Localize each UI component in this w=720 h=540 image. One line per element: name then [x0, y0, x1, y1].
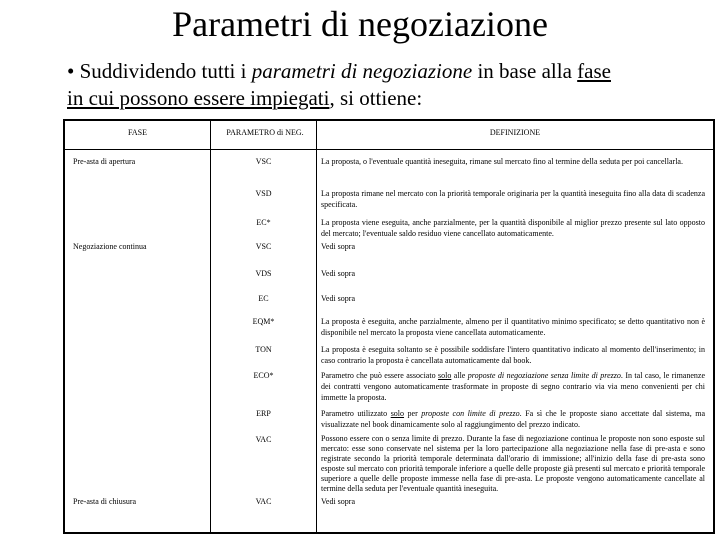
- table-row-definition: Possono essere con o senza limite di prezzo. Durante la fase di negoziazione continua le proposte non sono esposte sul mercato: esse sono conservate nel sistema per la loro partecipazione alla negoziazione nella fase di pre-asta e sono registrate secondo la priorità temporale determinata dall'orario di immissione; all'inizio della fase di pre-asta sono esposte sul mercato con priorità temporale inferiore a quelle delle proposte già presenti sul mercato e priorità temporale superiore a quelle delle proposte immesse nella fase di pre-asta. Le proposte vengono automaticamente cancellate al termine della seduta per l'eventuale quantità ineseguita.: [321, 434, 705, 493]
- table-row-param: EC*: [256, 218, 271, 227]
- bullet: •: [67, 59, 75, 83]
- table-row-param: VSC: [255, 157, 272, 166]
- table-row-param: ECO*: [253, 371, 274, 380]
- header-definition: DEFINIZIONE: [489, 128, 541, 137]
- table-row-definition: La proposta viene eseguita, anche parzialmente, per la quantità disponibile al miglior prezzo presente sul lato opposto del mercato; l'eventuale saldo residuo viene cancellato automaticamente.: [321, 218, 705, 238]
- slide-title: Parametri di negoziazione: [172, 4, 548, 44]
- table-row-definition: La proposta è eseguita, anche parzialmente, almeno per il quantitativo minimo specificato; se detto quantitativo non è disponibile nel mercato la proposta viene cancellata automaticamente.: [321, 317, 705, 337]
- header-parameter: PARAMETRO di NEG.: [226, 128, 304, 137]
- table-row-param: EQM*: [252, 317, 275, 326]
- table-row-definition: Vedi sopra: [321, 242, 355, 251]
- table-row-definition: Parametro utilizzato solo per proposte con limite di prezzo. Fa sì che le proposte siano accettate dal sistema, ma visualizzate nel book dinamicamente solo al raggiungimento del prezzo indicato.: [321, 409, 706, 429]
- table-row-definition: Vedi sopra: [321, 269, 355, 278]
- phase-preasta-apertura: Pre-asta di apertura: [73, 157, 136, 166]
- phase-negoziazione-continua: Negoziazione continua: [73, 242, 147, 251]
- table-row-param: VSC: [255, 242, 272, 251]
- table-row-param: VAC: [255, 435, 272, 444]
- table-row-param: VAC: [255, 497, 272, 506]
- table-row-definition: Parametro che può essere associato solo alle proposte di negoziazione senza limite di prezzo. In tal caso, le rimanenze dei contratti vengono automaticamente trasformate in proposte di segno contrario via via meno convenienti per chi immette la proposta.: [321, 371, 706, 402]
- table-row-param: ERP: [256, 409, 271, 418]
- parameters-table: [63, 119, 715, 534]
- table-row-definition: La proposta, o l'eventuale quantità ineseguita, rimane sul mercato fino al termine della seduta per poi cancellarla.: [321, 157, 683, 166]
- slide-subtitle: • Suddividendo tutti i parametri di negoziazione in base alla fase in cui possono essere impiegati, si ottiene:: [67, 59, 611, 110]
- table-row-param: VDS: [255, 269, 272, 278]
- phase-preasta-chiusura: Pre-asta di chiusura: [73, 497, 137, 506]
- table-row-param: VSD: [255, 189, 272, 198]
- table-row-definition: La proposta è eseguita soltanto se è possibile soddisfare l'intero quantitativo indicato al momento dell'inserimento; in caso contrario la proposta è cancellata automaticamente dal book.: [321, 345, 705, 365]
- table-row-param: EC: [258, 294, 269, 303]
- table-row-definition: Vedi sopra: [321, 294, 355, 303]
- header-phase: FASE: [128, 128, 147, 137]
- table-row-param: TON: [255, 345, 272, 354]
- table-row-definition: Vedi sopra: [321, 497, 355, 506]
- table-row-definition: La proposta rimane nel mercato con la priorità temporale originaria per la quantità ineseguita fino alla data di scadenza specificata.: [321, 189, 705, 209]
